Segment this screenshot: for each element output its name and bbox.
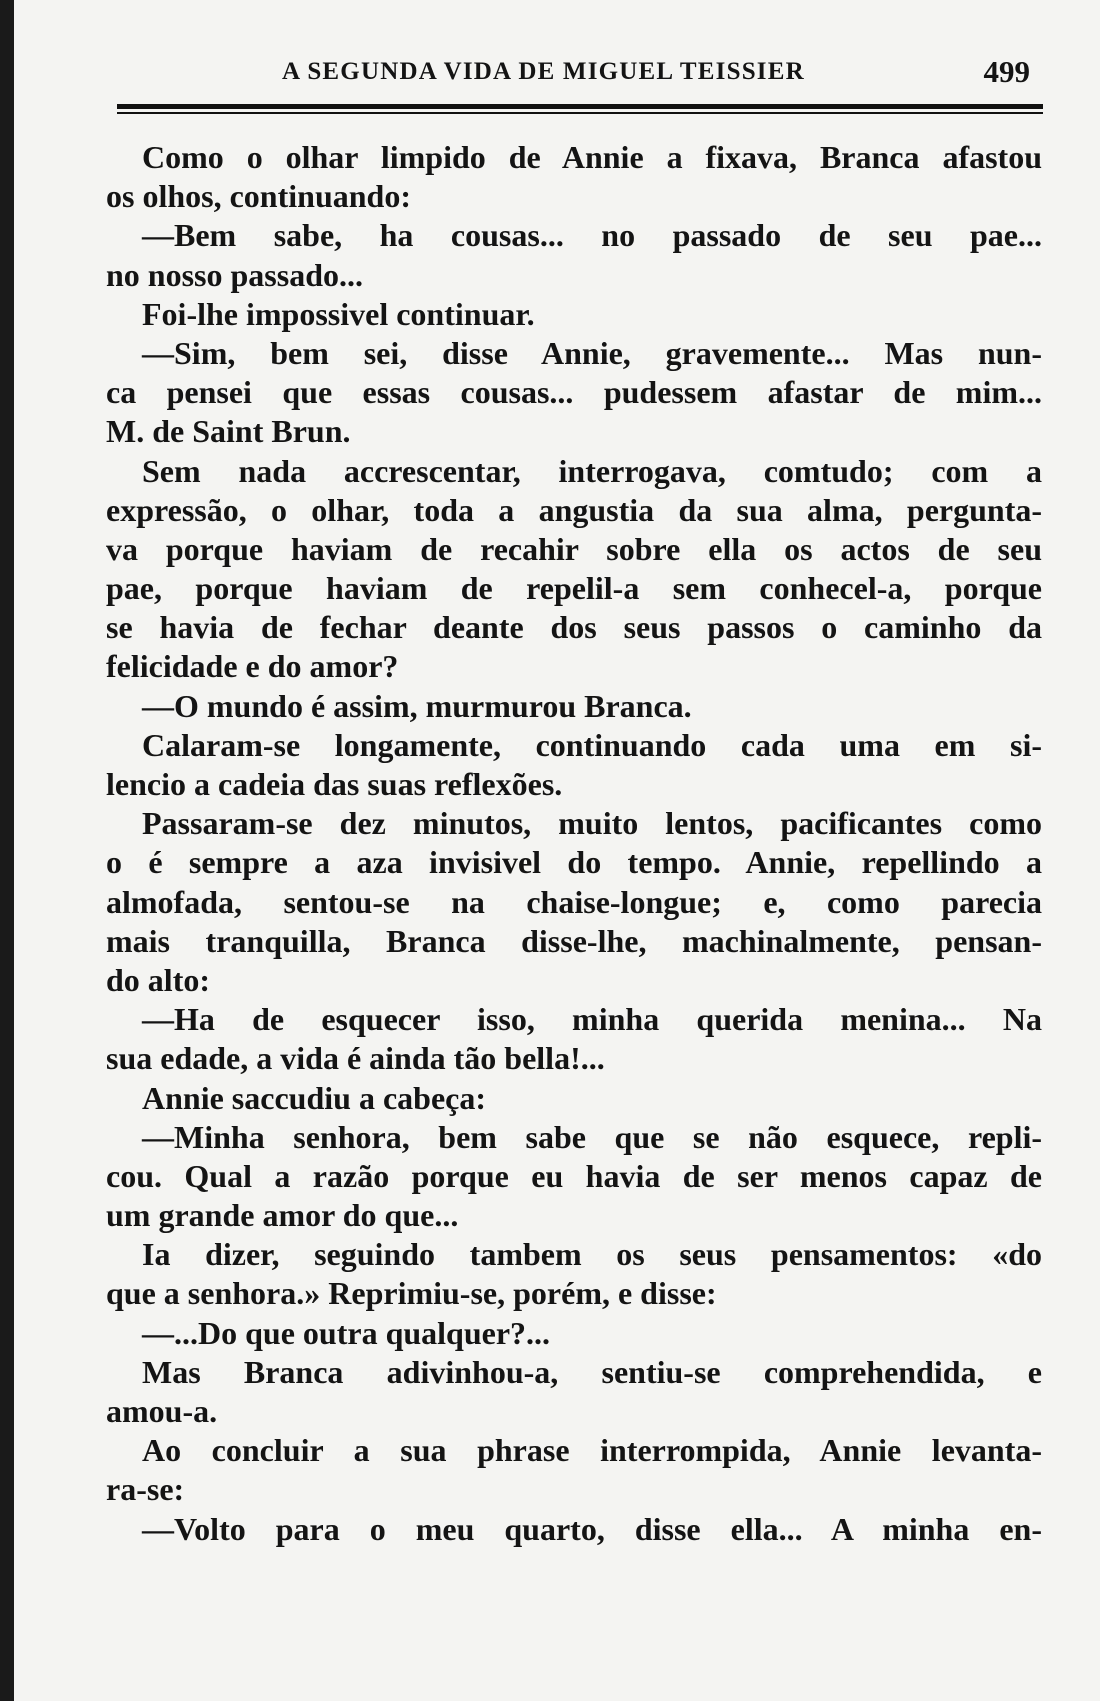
text-line: ra-se: <box>106 1471 185 1508</box>
text-line: no nosso passado... <box>106 256 363 293</box>
text-line: Como o olhar limpido de Annie a fixava, Branca afastou <box>142 139 1042 175</box>
text-line: —Minha senhora, bem sabe que se não esquece, repli- <box>142 1118 1042 1155</box>
text-line: —Bem sabe, ha cousas... no passado de seu pae... <box>142 217 1042 254</box>
header-rule <box>117 104 1043 109</box>
text-line: cou. Qual a razão porque eu havia de ser menos capaz de <box>106 1157 1042 1194</box>
text-line: amou-a. <box>106 1393 218 1429</box>
text-line: sua edade, a vida é ainda tão bella!... <box>106 1040 605 1077</box>
text-line: —O mundo é assim, murmurou Branca. <box>142 687 692 724</box>
text-line: almofada, sentou-se na chaise-longue; e, como parecia <box>106 883 1042 920</box>
page-edge-shadow <box>0 0 14 1701</box>
text-line: —Ha de esquecer isso, minha querida menina... Na <box>142 1001 1042 1038</box>
text-line: ca pensei que essas cousas... pudessem afastar de mim... <box>106 374 1042 411</box>
page-number: 499 <box>983 54 1030 89</box>
text-line: va porque haviam de recahir sobre ella os actos de seu <box>106 530 1042 567</box>
text-line: Mas Branca adivinhou-a, sentiu-se comprehendida, e <box>142 1353 1042 1390</box>
text-line: pae, porque haviam de repelil-a sem conhecel-a, porque <box>106 570 1042 607</box>
header-rule-thin <box>117 112 1043 114</box>
text-line: Foi-lhe impossivel continuar. <box>142 295 535 332</box>
running-title: A SEGUNDA VIDA DE MIGUEL TEISSIER <box>282 58 805 85</box>
text-line: felicidade e do amor? <box>106 648 399 685</box>
text-line: do alto: <box>106 961 210 998</box>
text-line: mais tranquilla, Branca disse-lhe, machinalmente, pensan- <box>106 922 1042 959</box>
text-line: —Volto para o meu quarto, disse ella... A minha en- <box>142 1510 1042 1547</box>
text-line: —...Do que outra qualquer?... <box>142 1314 551 1351</box>
body-text <box>106 138 1042 1549</box>
text-line: um grande amor do que... <box>106 1197 459 1234</box>
text-line: Ia dizer, seguindo tambem os seus pensamentos: «do <box>142 1236 1042 1273</box>
text-line: que a senhora.» Reprimiu-se, porém, e disse: <box>106 1275 717 1312</box>
text-line: lencio a cadeia das suas reflexões. <box>106 766 563 802</box>
text-line: M. de Saint Brun. <box>106 413 351 450</box>
text-line: Passaram-se dez minutos, muito lentos, pacificantes como <box>142 805 1042 842</box>
text-line: expressão, o olhar, toda a angustia da sua alma, pergunta- <box>106 491 1042 528</box>
text-line: —Sim, bem sei, disse Annie, gravemente... Mas nun- <box>142 334 1042 371</box>
text-line: Annie saccudiu a cabeça: <box>142 1079 486 1116</box>
text-line: o é sempre a aza invisivel do tempo. Annie, repellindo a <box>106 844 1042 881</box>
text-line: os olhos, continuando: <box>106 178 411 215</box>
text-line: Ao concluir a sua phrase interrompida, Annie levanta- <box>142 1432 1042 1469</box>
text-line: se havia de fechar deante dos seus passos o caminho da <box>106 609 1042 646</box>
running-header <box>112 48 1030 100</box>
text-line: Sem nada accrescentar, interrogava, comtudo; com a <box>142 452 1042 489</box>
text-line: Calaram-se longamente, continuando cada uma em si- <box>142 726 1042 763</box>
